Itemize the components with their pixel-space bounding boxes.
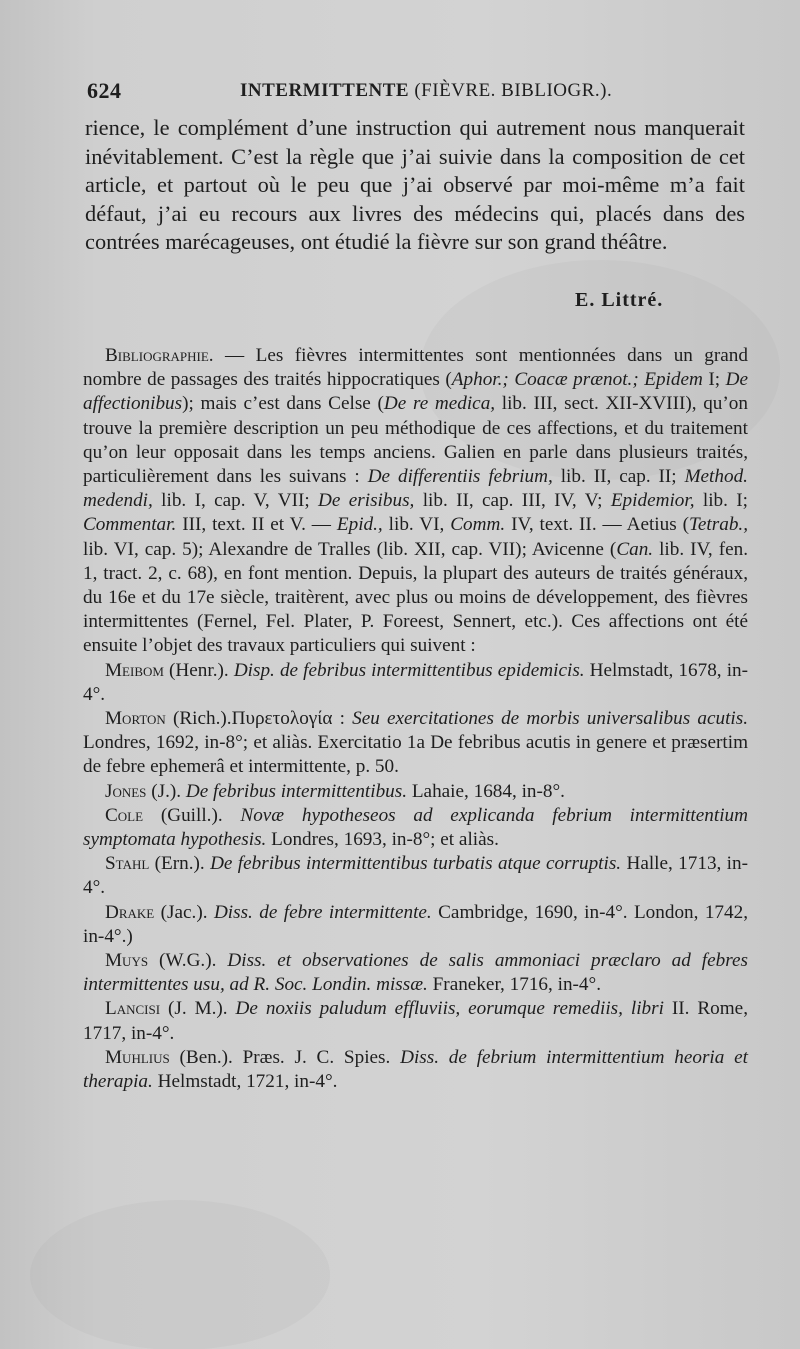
intro-text: lib. III, sect. XII-XVIII), qu’on trouve la première description un peu méthodique de ces affections, et du traitement qu’on leur opposait dans les temps anciens. Galien en parle dans plusieurs traités, particulièrement dans les suivans : xyxy=(83,393,748,488)
intro-text: ); mais c’est dans Celse ( xyxy=(182,393,384,415)
intro-text: lib. I; xyxy=(694,490,748,512)
intro-title: Can. xyxy=(616,538,654,560)
intro-title: Method. medendi, xyxy=(83,466,748,512)
intro-title: De differentiis febrium, xyxy=(367,466,553,488)
intro-title: Commentar. xyxy=(83,514,177,536)
intro-title: Comm. xyxy=(450,514,506,536)
entry-author: Cole xyxy=(105,804,144,826)
entry-text: (Rich.).Πυρετολογία : xyxy=(165,708,353,730)
entry-title: Disp. de febribus intermittentibus epidemicis. xyxy=(233,659,585,681)
entry-title: Diss. et observationes de salis ammoniaci præclaro ad febres intermittentes usu, ad R. Soc. Londin. missæ. xyxy=(83,950,748,996)
intro-title: Epidemior, xyxy=(610,490,695,512)
bibliography-entry xyxy=(83,804,748,852)
body-text xyxy=(85,114,745,257)
intro-text: lib. IV, fen. 1, tract. 2, c. 68), en font mention. Depuis, la plupart des auteurs de traités généraux, du 16e et du 17e siècle, traitèrent, avec plus ou moins de développement, des fièvres intermittentes (Fernel, Fel. Plater, P. Foreest, Sennert, etc.). Ces affections ont été ensuite l’objet des travaux particuliers qui suivent : xyxy=(83,538,748,657)
intro-text: lib. VI, cap. 5); Alexandre de Tralles (lib. XII, cap. VII); Avicenne ( xyxy=(83,538,617,560)
entry-title: Seu exercitationes de morbis universalibus acutis. xyxy=(352,708,748,730)
intro-title: Aphor.; Coacæ prænot.; Epidem xyxy=(451,369,703,391)
entry-title: De febribus intermittentibus turbatis atque corruptis. xyxy=(210,853,622,875)
intro-text: lib. I, cap. V, VII; xyxy=(152,490,319,512)
running-title-sub: (FIÈVRE. BIBLIOGR.). xyxy=(414,80,613,101)
bibliography-section xyxy=(83,344,748,1094)
entry-text: (Ben.). Præs. J. C. Spies. xyxy=(169,1046,401,1068)
entry-text: Londres, 1692, in-8°; et aliàs. Exercitatio 1a De febribus acutis in genere et præsertim de febre ephemerâ et intermittente, p. 50. xyxy=(83,732,748,778)
entry-text: Franeker, 1716, in-4°. xyxy=(427,974,601,996)
paper-stain xyxy=(30,1200,330,1349)
intro-title: Epid., xyxy=(336,514,383,536)
entry-author: Jones xyxy=(105,780,147,802)
entry-author: Meibom xyxy=(105,659,164,681)
intro-title: Tetrab., xyxy=(689,514,749,536)
entry-text: (Guill.). xyxy=(143,804,241,826)
entry-text: (W.G.). xyxy=(148,950,228,972)
entry-text: (Jac.). xyxy=(154,901,214,923)
bibliography-entry xyxy=(83,949,748,997)
intro-text: I; xyxy=(702,369,726,391)
running-title-main: INTERMITTENTE xyxy=(240,80,410,101)
entry-text: Helmstadt, 1678, in-4°. xyxy=(83,659,749,705)
running-title xyxy=(240,80,612,102)
bibliography-entry xyxy=(83,707,748,780)
body-paragraph: rience, le complément d’une instruction qui autrement nous manquerait inévitablement. C’est la règle que j’ai suivie dans la composition de cet article, et partout où le peu que j’ai observé par moi-même m’a fait défaut, j’ai eu recours aux livres des médecins qui, placés dans des contrées marécageuses, ont étudié la fièvre sur son grand théâtre. xyxy=(85,115,745,254)
bibliography-entry xyxy=(83,852,748,900)
entry-text: (Ern.). xyxy=(149,853,211,875)
entry-text: Helmstadt, 1721, in-4°. xyxy=(152,1071,338,1093)
entry-text: (Henr.). xyxy=(163,659,234,681)
entry-title: De noxiis paludum effluviis, eorumque remediis, libri xyxy=(235,998,664,1020)
intro-text: lib. II, cap. II; xyxy=(552,466,685,488)
entry-title: Novæ hypotheseos ad explicanda febrium intermittentium symptomata hypothesis. xyxy=(83,804,748,851)
intro-title: De affectionibus xyxy=(83,369,748,415)
bibliography-entry xyxy=(83,997,748,1045)
entry-title: Diss. de febrium intermittentium heoria et therapia. xyxy=(83,1046,748,1093)
intro-text: — Les fièvres intermittentes sont mentionnées dans un grand nombre de passages des traités hippocratiques ( xyxy=(83,345,748,391)
intro-title: De erisibus, xyxy=(318,490,415,512)
intro-title: De re medica, xyxy=(383,393,496,415)
entry-text: Lahaie, 1684, in-8°. xyxy=(407,780,565,802)
bibliography-intro xyxy=(83,344,748,659)
entry-title: De febribus intermittentibus. xyxy=(185,780,408,802)
entry-text: Cambridge, 1690, in-4°. London, 1742, in-4°.) xyxy=(83,901,749,947)
author-signature: E. Littré. xyxy=(575,289,664,311)
entry-title: Diss. de febre intermittente. xyxy=(213,901,432,923)
intro-text: lib. II, cap. III, IV, V; xyxy=(414,490,611,512)
entry-author: Muys xyxy=(105,950,149,972)
bibliography-entry xyxy=(83,659,748,707)
entry-text: (J. M.). xyxy=(160,998,236,1020)
bibliography-label: Bibliographie. xyxy=(105,345,214,366)
page-number: 624 xyxy=(87,78,122,103)
entry-author: Stahl xyxy=(105,853,150,875)
bibliography-entry xyxy=(83,780,748,804)
entry-author: Morton xyxy=(105,708,166,730)
entry-text: (J.). xyxy=(146,780,186,802)
intro-text: IV, text. II. — Aetius ( xyxy=(505,514,689,536)
intro-text: lib. VI, xyxy=(382,514,451,536)
entry-author: Lancisi xyxy=(105,998,161,1020)
entry-text: II. Rome, 1717, in-4°. xyxy=(83,998,748,1044)
entry-author: Muhlius xyxy=(105,1046,170,1068)
entry-author: Drake xyxy=(105,901,155,923)
entry-text: Halle, 1713, in-4°. xyxy=(83,853,748,899)
bibliography-entry xyxy=(83,901,748,949)
intro-text: III, text. II et V. — xyxy=(176,514,337,536)
entry-text: Londres, 1693, in-8°; et aliàs. xyxy=(266,829,499,851)
bibliography-entry xyxy=(83,1046,748,1094)
